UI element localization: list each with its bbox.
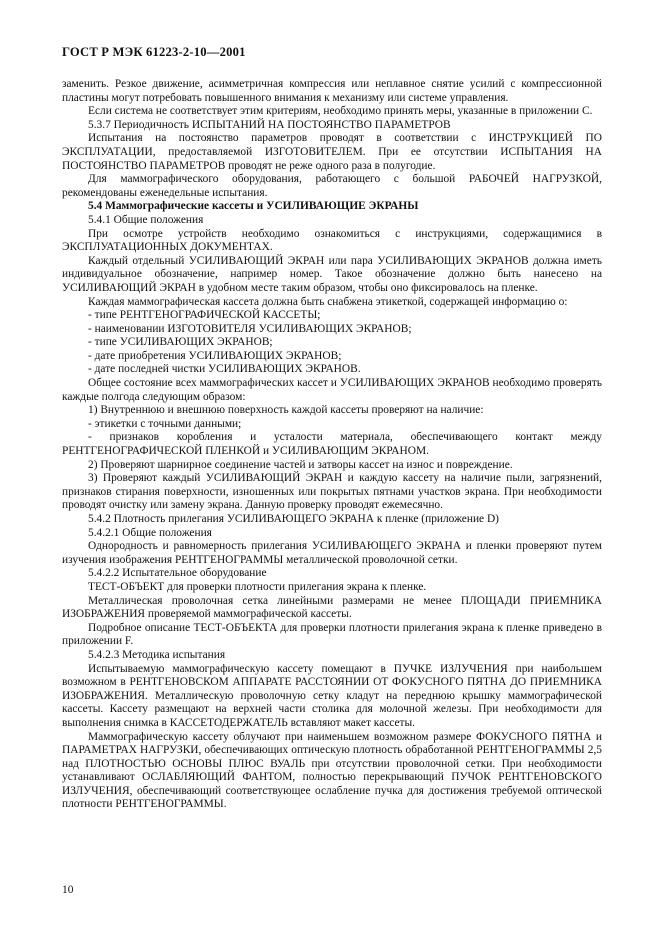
paragraph: Общее состояние всех маммографических кассет и УСИЛИВАЮЩИХ ЭКРАНОВ необходимо проверять каждые полгода следующим образом: (62, 377, 602, 403)
paragraph: 1) Внутреннюю и внешнюю поверхность каждой кассеты проверяют на наличие: (88, 404, 484, 417)
paragraph: Маммографическую кассету облучают при наименьшем возможном размере ФОКУСНОГО ПЯТНА и ПАРАМЕТРАХ НАГРУЗКИ, обеспечивающих оптическую плотность обработанной РЕНТГЕНОГРАММЫ 2,5 над ПЛОТНОСТЬЮ ОСНОВЫ ПЛЮС ВУАЛЬ при отсутствии проволочной сетки. При необходимости устанавливают ОСЛАБЛЯЮЩИЙ ФАНТОМ, полностью перекрывающий ПУЧОК РЕНТГЕНОВСКОГО ИЗЛУЧЕНИЯ, обеспечивающий соответствующее ослабление пучка для достижения требуемой оптической плотности РЕНТГЕНОГРАММЫ. (62, 730, 602, 811)
document-body (62, 78, 602, 812)
paragraph: - типе РЕНТГЕНОГРАФИЧЕСКОЙ КАССЕТЫ; (88, 309, 321, 322)
paragraph: 2) Проверяют шарнирное соединение частей и затворы кассет на износ и повреждение. (88, 458, 513, 471)
paragraph: 5.4.2.3 Методика испытания (88, 648, 226, 661)
paragraph: - наименовании ИЗГОТОВИТЕЛЯ УСИЛИВАЮЩИХ ЭКРАНОВ; (88, 322, 412, 335)
paragraph: 3) Проверяют каждый УСИЛИВАЮЩИЙ ЭКРАН и каждую кассету на наличие пыли, загрязнений, признаков стирания поверхности, изношенных или покрытых пятнами участков экрана. При необходимости проводят очистку или замену экрана. Данную проверку проводят ежемесячно. (62, 472, 602, 512)
paragraph: - признаков коробления и усталости материала, обеспечивающего контакт между РЕНТГЕНОГРАФИЧЕСКОЙ ПЛЕНКОЙ и УСИЛИВАЮЩИМ ЭКРАНОМ. (62, 431, 602, 458)
paragraph: заменить. Резкое движение, асимметричная компрессия или неплавное снятие усилий с компрессионной пластины могут потребовать повышенного внимания к механизму или системе управления. (62, 78, 602, 104)
paragraph: При осмотре устройств необходимо ознакомиться с инструкциями, содержащимися в ЭКСПЛУАТАЦИОННЫХ ДОКУМЕНТАХ. (62, 227, 602, 254)
paragraph: 5.4.1 Общие положения (88, 213, 204, 226)
paragraph: Однородность и равномерность прилегания УСИЛИВАЮЩЕГО ЭКРАНА и пленки проверяют путем изучения изображения РЕНТГЕНОГРАММЫ металлической проволочной сетки. (62, 540, 602, 566)
paragraph: Испытываемую маммографическую кассету помещают в ПУЧКЕ ИЗЛУЧЕНИЯ при наибольшем возможном в РЕНТГЕНОВСКОМ АППАРАТЕ РАССТОЯНИИ ОТ ФОКУСНОГО ПЯТНА ДО ПРИЕМНИКА ИЗОБРАЖЕНИЯ. Металлическую проволочную сетку кладут на переднюю крышку маммографической кассеты. Кассету размещают на верхней части столика для молочной железы. При необходимости для выполнения снимка в КАССЕТОДЕРЖАТЕЛЬ вставляют макет кассеты. (62, 662, 602, 729)
paragraph: Если система не соответствует этим критериям, необходимо принять меры, указанные в приложении С. (88, 105, 593, 118)
paragraph: 5.4.2.2 Испытательное оборудование (88, 567, 267, 580)
paragraph: - этикетки с точными данными; (88, 417, 242, 430)
paragraph: Каждый отдельный УСИЛИВАЮЩИЙ ЭКРАН или пара УСИЛИВАЮЩИХ ЭКРАНОВ должна иметь индивидуальное обозначение, например номер. Такое обозначение должно быть нанесено на УСИЛИВАЮЩИЙ ЭКРАН в удобном месте таким образом, чтобы оно фиксировалось на пленке. (62, 254, 602, 294)
paragraph: ТЕСТ-ОБЪЕКТ для проверки плотности прилегания экрана к пленке. (88, 580, 427, 593)
paragraph: - дате приобретения УСИЛИВАЮЩИХ ЭКРАНОВ; (88, 349, 342, 362)
paragraph: Для маммографического оборудования, работающего с большой РАБОЧЕЙ НАГРУЗКОЙ, рекомендованы еженедельные испытания. (62, 173, 602, 199)
paragraph: Испытания на постоянство параметров проводят в соответствии с ИНСТРУКЦИЕЙ ПО ЭКСПЛУАТАЦИИ, предоставляемой ИЗГОТОВИТЕЛЕМ. При ее отсутствии ИСПЫТАНИЯ НА ПОСТОЯНСТВО ПАРАМЕТРОВ проводят не реже одного раза в полугодие. (62, 132, 602, 172)
paragraph: 5.4 Маммографические кассеты и УСИЛИВАЮЩИЕ ЭКРАНЫ (88, 200, 419, 213)
paragraph: - типе УСИЛИВАЮЩИХ ЭКРАНОВ; (88, 336, 273, 349)
paragraph: Металлическая проволочная сетка линейными размерами не менее ПЛОЩАДИ ПРИЕМНИКА ИЗОБРАЖЕНИЯ проверяемой маммографической кассеты. (62, 594, 602, 621)
paragraph: 5.3.7 Периодичность ИСПЫТАНИЙ НА ПОСТОЯНСТВО ПАРАМЕТРОВ (88, 118, 451, 131)
document-header: ГОСТ Р МЭК 61223-2-10—2001 (62, 45, 246, 59)
paragraph: Каждая маммографическая кассета должна быть снабжена этикеткой, содержащей информацию о: (88, 295, 568, 308)
paragraph: Подробное описание ТЕСТ-ОБЪЕКТА для проверки плотности прилегания экрана к пленке приведено в приложении F. (62, 621, 602, 648)
paragraph: - дате последней чистки УСИЛИВАЮЩИХ ЭКРАНОВ. (88, 363, 361, 376)
paragraph: 5.4.2.1 Общие положения (88, 526, 212, 539)
page-number: 10 (62, 884, 74, 896)
paragraph: 5.4.2 Плотность прилегания УСИЛИВАЮЩЕГО ЭКРАНА к пленке (приложение D) (88, 513, 499, 525)
